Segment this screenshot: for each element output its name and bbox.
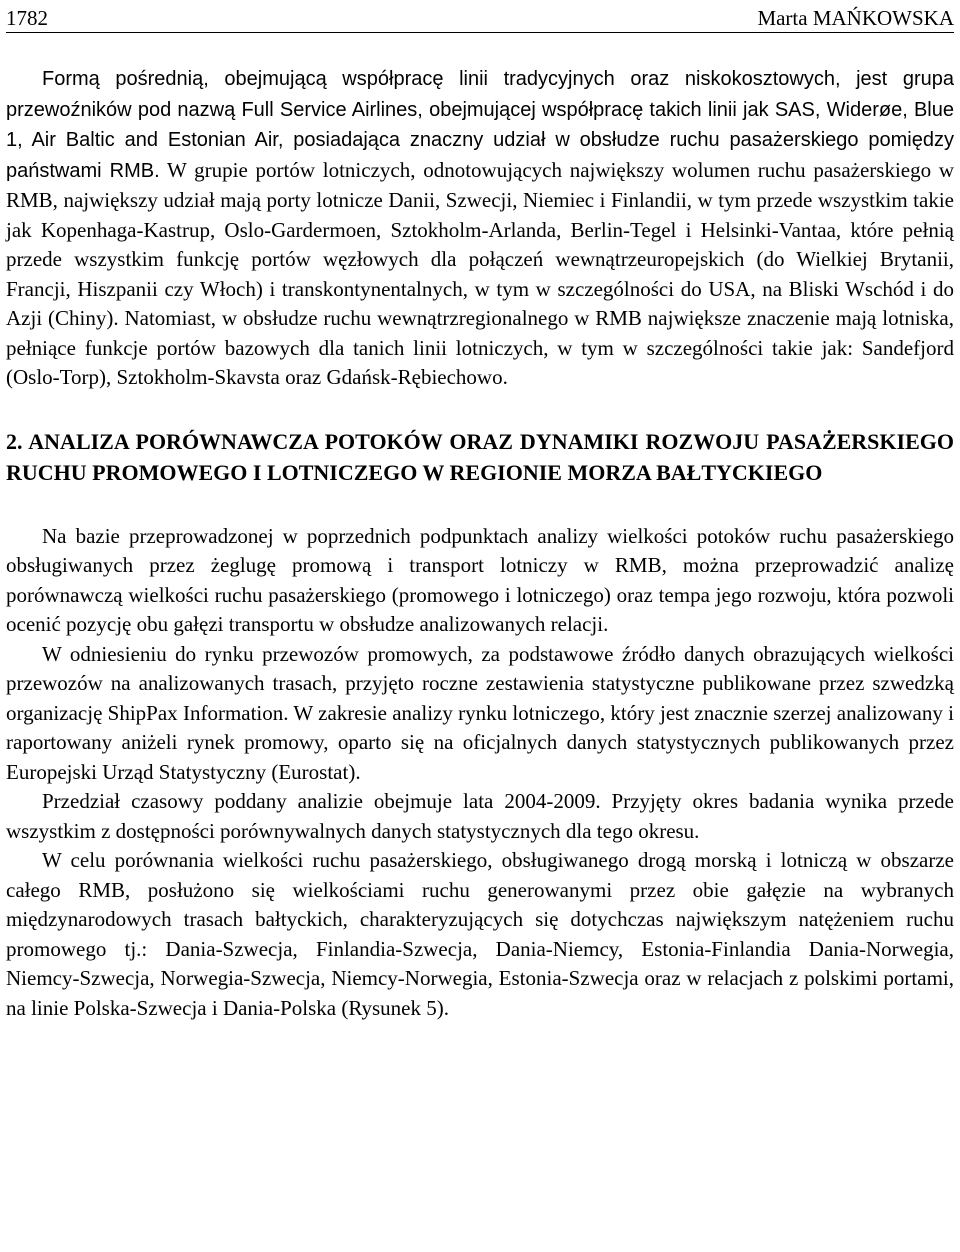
section-heading: 2. ANALIZA PORÓWNAWCZA POTOKÓW ORAZ DYNAMIKI ROZWOJU PASAŻERSKIEGO RUCHU PROMOWEGO I LOTNICZEGO W REGIONIE MORZA BAŁTYCKIEGO (6, 428, 954, 485)
document-page (6, 0, 954, 1252)
paragraph-airports-text: W grupie portów lotniczych, odnotowujących największy wolumen ruchu pasażerskiego w RMB, największy udział mają porty lotnicze Danii, Szwecji, Niemiec i Finlandii, w tym przede wszystkim takie jak Kopenhaga-Kastrup, Oslo-Gardermoen, Sztokholm-Arlanda, Berlin-Tegel i Helsinki-Vantaa, które pełnią przede wszystkim funkcję portów węzłowych dla połączeń wewnątrzeuropejskich (do Wielkiej Brytanii, Francji, Hiszpanii czy Włoch) i transkontynentalnych, w tym w szczególności do USA, na Bliski Wschód i do Azji (Chiny). Natomiast, w obsłudze ruchu wewnątrzregionalnego w RMB największe znaczenie mają lotniska, pełniące funkcje portów bazowych dla tanich linii lotniczych, w tym w szczególności takie jak: Sandefjord (Oslo-Torp), Sztokholm-Skavsta oraz Gdańsk-Rębiechowo. (6, 157, 955, 389)
page-number: 1782 (6, 6, 48, 30)
running-header (6, 4, 954, 33)
paragraph-analysis-intro: Na bazie przeprowadzonej w poprzednich podpunktach analizy wielkości potoków ruchu pasażerskiego obsługiwanych przez żeglugę promową i transport lotniczy w RMB, można przeprowadzić analizę porównawczą wielkości ruchu pasażerskiego (promowego i lotniczego) oraz tempa jego rozwoju, która pozwoli ocenić pozycję obu gałęzi transportu w obsłudze analizowanych relacji. (6, 523, 954, 636)
paragraph-time-period: Przedział czasowy poddany analizie obejmuje lata 2004-2009. Przyjęty okres badania wynika przede wszystkim z dostępności porównywalnych danych statystycznych dla tego okresu. (6, 789, 954, 843)
running-header-author: Marta MAŃKOWSKA (757, 6, 954, 30)
paragraph-full-service-airlines (6, 64, 954, 393)
paragraph-data-sources: W odniesieniu do rynku przewozów promowych, za podstawowe źródło danych obrazujących wielkości przewozów na analizowanych trasach, przyjęto roczne zestawienia statystyczne publikowane przez szwedzką organizację ShipPax Information. W zakresie analizy rynku lotniczego, który jest znacznie szerzej analizowany i raportowany aniżeli rynek promowy, oparto się na oficjalnych danych statystycznych publikowanych przez Europejski Urząd Statystyczny (Eurostat). (6, 641, 954, 784)
paragraph-routes-comparison: W celu porównania wielkości ruchu pasażerskiego, obsługiwanego drogą morską i lotniczą w obszarze całego RMB, posłużono się wielkościami ruchu generowanymi przez obie gałęzie na wybranych międzynarodowych trasach bałtyckich, charakteryzujących się dotychczas największym natężeniem ruchu promowego tj.: Dania-Szwecja, Finlandia-Szwecja, Dania-Niemcy, Estonia-Finlandia Dania-Norwegia, Niemcy-Szwecja, Norwegia-Szwecja, Niemcy-Norwegia, Estonia-Szwecja oraz w relacjach z polskimi portami, na linie Polska-Szwecja i Dania-Polska (Rysunek 5). (6, 848, 954, 1020)
paragraph-airlines-sans-text: Formą pośrednią, obejmującą współpracę linii tradycyjnych oraz niskokosztowych, jest grupa przewoźników pod nazwą Full Service Airlines, obejmującej współpracę takich linii jak SAS, Widerøe, Blue 1, Air Baltic and Estonian Air, posiadająca znaczny udział w obsłudze ruchu pasażerskiego pomiędzy państwami RMB. (6, 68, 954, 182)
body-text (6, 64, 954, 1023)
